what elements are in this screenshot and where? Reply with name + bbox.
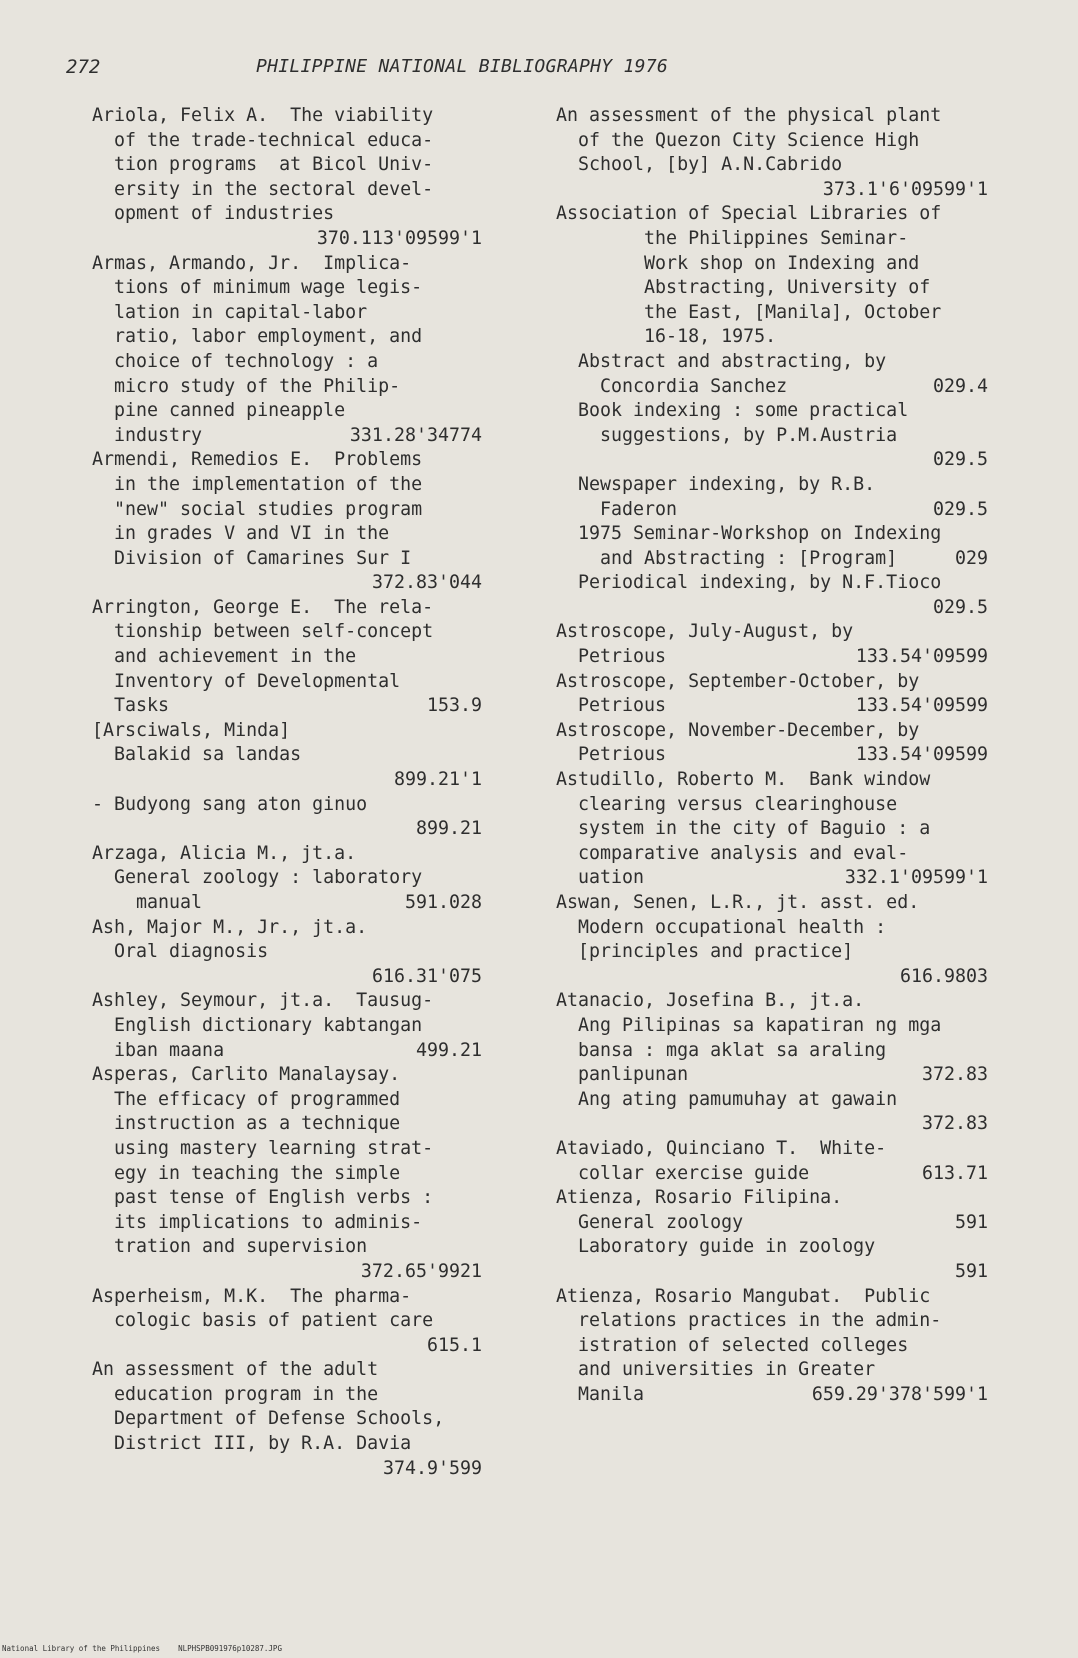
bibliography-entry (556, 1285, 988, 1408)
class-number: 613.71 (921, 1162, 988, 1184)
entry-line: Association of Special Libraries of (556, 203, 942, 225)
entry-line: the Philippines Seminar- (556, 227, 909, 249)
entry-line-with-class (92, 424, 482, 449)
entry-line: and universities in Greater (556, 1359, 876, 1381)
entry-line: tionship between self-concept (92, 621, 434, 643)
entry-line: industry (92, 424, 203, 446)
entry-line: Ataviado, Quinciano T. White- (556, 1137, 887, 1159)
entry-line: lation in capital-labor (92, 301, 368, 323)
entry-line-with-class (556, 1162, 988, 1187)
entry-line: Oral diagnosis (92, 941, 269, 963)
entry-line: Book indexing : some practical (556, 400, 909, 422)
entry-line: English dictionary kabtangan (92, 1014, 423, 1036)
entry-line: using mastery learning strat- (92, 1137, 434, 1159)
entry-line: Arrington, George E. The rela- (92, 596, 434, 618)
entry-line: Aswan, Senen, L.R., jt. asst. ed. (556, 892, 920, 913)
entry-line: Armas, Armando, Jr. Implica- (92, 252, 412, 274)
entry-line: system in the city of Baguio : a (556, 818, 931, 840)
bibliography-entry (556, 104, 988, 202)
entry-line-with-class (556, 1063, 988, 1088)
entry-line: iban maana (92, 1039, 225, 1061)
bibliography-entry (556, 620, 988, 669)
bibliography-entry (556, 1186, 988, 1235)
right-column (556, 104, 988, 1407)
page-title: PHILIPPINE NATIONAL BIBLIOGRAPHY 1976 (256, 56, 669, 77)
entry-line: Astroscope, November-December, by (556, 719, 920, 741)
entry-line: and achievement in the (92, 646, 357, 668)
class-number: 133.54'09599 (855, 744, 988, 766)
bibliography-entry (556, 202, 988, 350)
class-number: 370.113'09599'1 (316, 227, 482, 249)
bibliography-entry (556, 399, 988, 473)
bibliography-entry (92, 842, 482, 916)
entry-line: Modern occupational health : (556, 916, 887, 938)
class-number: 374.9'599 (382, 1457, 482, 1479)
bibliography-entry (92, 916, 482, 990)
class-number: 899.21 (415, 818, 482, 840)
entry-line-with-class (556, 375, 988, 400)
entry-line: Petrious (556, 744, 667, 766)
entry-line: cologic basis of patient care (92, 1310, 434, 1332)
bibliography-entry (556, 350, 988, 399)
bibliography-entry (92, 793, 482, 842)
bibliography-entry (556, 768, 988, 891)
class-number: 659.29'378'599'1 (811, 1383, 988, 1405)
class-number: 591.028 (404, 892, 482, 913)
bibliography-entry (92, 596, 482, 719)
entry-line: relations practices in the admin- (556, 1310, 942, 1332)
entry-line: Atienza, Rosario Filipina. (556, 1187, 843, 1209)
entry-line: Manila (556, 1383, 645, 1405)
entry-line: Abstract and abstracting, by (556, 350, 887, 372)
bibliography-entry (556, 891, 988, 989)
entry-line-with-class (556, 694, 988, 719)
entry-line: An assessment of the physical plant (556, 105, 942, 126)
entry-line-with-class (556, 1211, 988, 1236)
entry-line: of the Quezon City Science High (556, 129, 920, 151)
entry-line: panlipunan (556, 1064, 689, 1086)
left-column (92, 104, 482, 1481)
class-number: 029.5 (932, 449, 988, 471)
bibliography-entry (92, 448, 482, 596)
bibliography-entry (556, 522, 988, 571)
entry-line: District III, by R.A. Davia (92, 1433, 412, 1455)
class-number: 133.54'09599 (855, 646, 988, 668)
bibliography-entry (92, 252, 482, 449)
bibliography-entry (92, 989, 482, 1063)
entry-line: "new" social studies program (92, 498, 423, 520)
page-header (66, 56, 966, 86)
entry-line: in the implementation of the (92, 473, 423, 495)
entry-line: Atanacio, Josefina B., jt.a. (556, 990, 865, 1012)
class-number: 331.28'34774 (349, 424, 482, 446)
entry-line: Ang Pilipinas sa kapatiran ng mga (556, 1014, 942, 1036)
class-number: 899.21'1 (393, 769, 482, 791)
entry-line: pine canned pineapple (92, 400, 346, 422)
entry-line: General zoology (556, 1211, 744, 1233)
entry-line: and Abstracting : [Program] (556, 547, 898, 569)
entry-line: education program in the (92, 1383, 379, 1405)
entry-line: of the trade-technical educa- (92, 129, 434, 151)
entry-line: Inventory of Developmental (92, 670, 401, 692)
entry-line: past tense of English verbs : (92, 1187, 434, 1209)
entry-line: bansa : mga aklat sa araling (556, 1039, 887, 1061)
entry-line: in grades V and VI in the (92, 523, 390, 545)
bibliography-entry (92, 719, 482, 793)
bibliography-entry (92, 1285, 482, 1359)
entry-line: Petrious (556, 695, 667, 717)
entry-line: The efficacy of programmed (92, 1088, 401, 1110)
entry-line: ratio, labor employment, and (92, 326, 423, 348)
entry-line: micro study of the Philip- (92, 375, 401, 397)
entry-line: Tasks (92, 695, 170, 717)
bibliography-entry (556, 1235, 988, 1284)
bibliography-entry (92, 1063, 482, 1284)
entry-line: Astroscope, July-August, by (556, 621, 854, 643)
bibliography-entry (92, 1358, 482, 1481)
class-number: 616.31'075 (371, 965, 482, 987)
entry-line: Asperheism, M.K. The pharma- (92, 1285, 412, 1307)
entry-line-with-class (556, 645, 988, 670)
bibliography-entry (556, 571, 988, 620)
entry-line-with-class (556, 498, 988, 523)
entry-line: Concordia Sanchez (556, 375, 788, 397)
entry-line: Astudillo, Roberto M. Bank window (556, 769, 931, 791)
bibliography-entry (556, 473, 988, 522)
entry-line: Work shop on Indexing and (556, 252, 920, 274)
entry-line: [Arsciwals, Minda] (92, 719, 291, 741)
class-number: 029.5 (932, 498, 988, 520)
class-number: 372.83 (921, 1064, 988, 1086)
entry-line: tion programs at Bicol Univ- (92, 154, 434, 176)
entry-line-with-class (556, 547, 988, 572)
entry-line: Laboratory guide in zoology (556, 1236, 876, 1258)
entry-line: Astroscope, September-October, by (556, 670, 920, 692)
entry-line: suggestions, by P.M.Austria (556, 424, 898, 446)
class-number: 029.4 (932, 375, 988, 397)
entry-line-with-class (92, 1039, 482, 1064)
class-number: 372.83 (921, 1113, 988, 1135)
entry-line: choice of technology : a (92, 350, 379, 372)
entry-line: - Budyong sang aton ginuo (92, 793, 368, 815)
entry-line: its implications to adminis- (92, 1211, 423, 1233)
bibliography-entry (556, 1137, 988, 1186)
class-number: 029 (954, 547, 988, 569)
entry-line: Ashley, Seymour, jt.a. Tausug- (92, 990, 434, 1012)
entry-line: manual (92, 892, 203, 913)
entry-line: Abstracting, University of (556, 277, 931, 299)
bibliography-entry (92, 104, 482, 252)
class-number: 499.21 (415, 1039, 482, 1061)
entry-line: Armendi, Remedios E. Problems (92, 449, 423, 471)
entry-line: Petrious (556, 646, 667, 668)
entry-line: Newspaper indexing, by R.B. (556, 473, 876, 495)
entry-line: Department of Defense Schools, (92, 1408, 445, 1430)
entry-line: comparative analysis and eval- (556, 842, 909, 864)
entry-line: tions of minimum wage legis- (92, 277, 423, 299)
entry-line: opment of industries (92, 203, 335, 225)
entry-line: uation (556, 867, 645, 889)
entry-line: tration and supervision (92, 1236, 368, 1258)
bibliography-entry (556, 1088, 988, 1137)
bibliography-entry (556, 719, 988, 768)
class-number: 029.5 (932, 596, 988, 618)
entry-line: Periodical indexing, by N.F.Tioco (556, 572, 942, 594)
entry-line: istration of selected colleges (556, 1334, 909, 1356)
entry-line: Atienza, Rosario Mangubat. Public (556, 1285, 931, 1307)
entry-line: School, [by] A.N.Cabrido (556, 154, 843, 176)
entry-line: Asperas, Carlito Manalaysay. (92, 1064, 401, 1086)
entry-line: ersity in the sectoral devel- (92, 178, 434, 200)
entry-line: instruction as a technique (92, 1113, 401, 1135)
bibliography-entry (556, 670, 988, 719)
entry-line: the East, [Manila], October (556, 301, 942, 323)
class-number: 591 (954, 1260, 988, 1282)
entry-line: 1975 Seminar-Workshop on Indexing (556, 523, 942, 545)
class-number: 373.1'6'09599'1 (822, 178, 988, 200)
entry-line-with-class (92, 891, 482, 916)
entry-line: Ariola, Felix A. The viability (92, 105, 434, 126)
entry-line: Faderon (556, 498, 678, 520)
class-number: 153.9 (426, 695, 482, 717)
footer-caption: National Library of the Philippines NLPHSPB091976p10287.JPG (2, 1644, 282, 1653)
entry-line: 16-18, 1975. (556, 326, 777, 348)
entry-line: Ang ating pamumuhay at gawain (556, 1088, 898, 1110)
entry-line: Division of Camarines Sur I (92, 547, 412, 569)
entry-line: General zoology : laboratory (92, 867, 423, 889)
entry-line: An assessment of the adult (92, 1359, 379, 1381)
class-number: 133.54'09599 (855, 695, 988, 717)
entry-line: Balakid sa landas (92, 744, 302, 766)
class-number: 372.83'044 (371, 572, 482, 594)
bibliography-entry (556, 989, 988, 1087)
entry-line: Arzaga, Alicia M., jt.a. (92, 842, 357, 864)
entry-line: [principles and practice] (556, 941, 854, 963)
entry-line: clearing versus clearinghouse (556, 793, 898, 815)
entry-line-with-class (92, 694, 482, 719)
entry-line: Ash, Major M., Jr., jt.a. (92, 916, 368, 938)
class-number: 332.1'09599'1 (844, 867, 988, 889)
entry-line-with-class (556, 1383, 988, 1408)
entry-line-with-class (556, 866, 988, 891)
class-number: 615.1 (426, 1334, 482, 1356)
page-number: 272 (66, 56, 101, 78)
entry-line: collar exercise guide (556, 1162, 810, 1184)
class-number: 591 (954, 1211, 988, 1233)
class-number: 372.65'9921 (360, 1260, 482, 1282)
entry-line: egy in teaching the simple (92, 1162, 401, 1184)
entry-line-with-class (556, 743, 988, 768)
class-number: 616.9803 (899, 965, 988, 987)
